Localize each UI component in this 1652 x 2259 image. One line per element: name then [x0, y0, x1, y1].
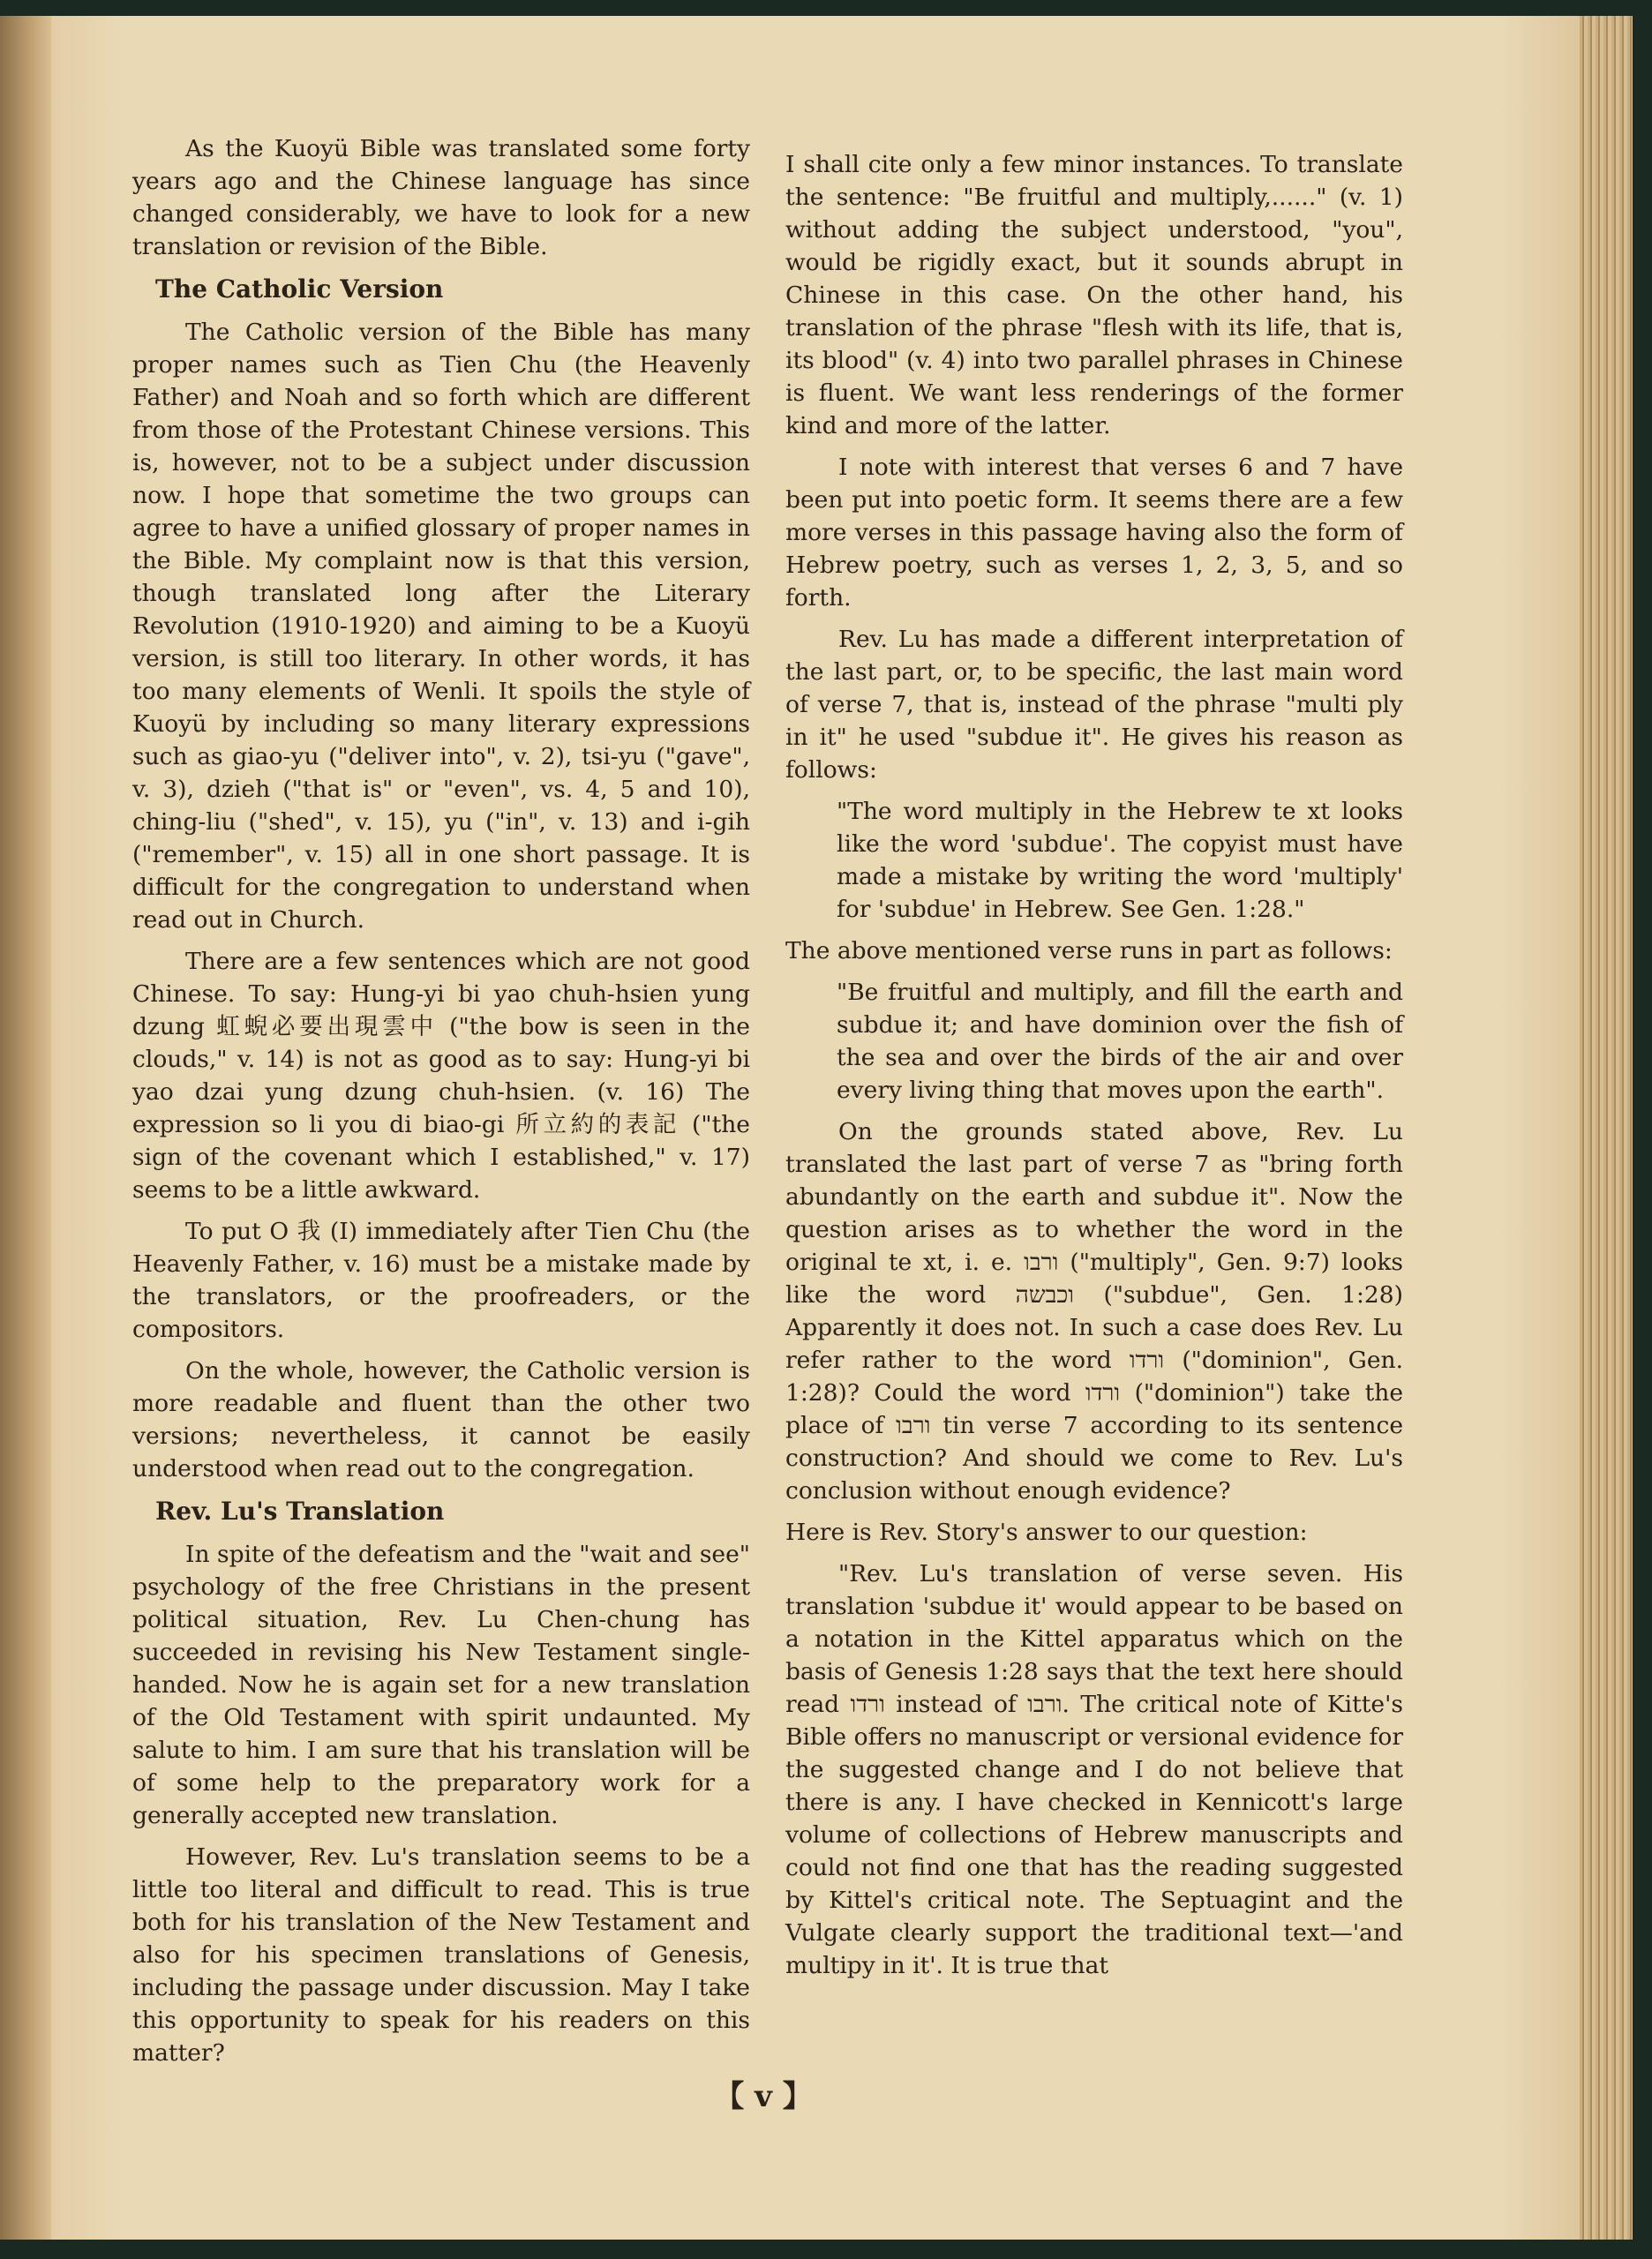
catholic-paragraph-3: To put O 我 (I) immediately after Tien Chu (the Heavenly Father, v. 16) must be a mistake made by the translators, or the proofreaders, or the compositors.	[132, 1218, 750, 1343]
intro-paragraph: As the Kuoyü Bible was translated some forty years ago and the Chinese language has since changed considerably, we have to look for a new translation or revision of the Bible.	[132, 135, 750, 260]
heading-lu-translation: Rev. Lu's Translation	[155, 1497, 445, 1526]
right-paragraph-2: I note with interest that verses 6 and 7 have been put into poetic form. It seems there are a few more verses in this passage having also the form of Hebrew poetry, such as verses 1, 2, 3, 5, and so forth.	[785, 454, 1403, 612]
lu-paragraph-2: However, Rev. Lu's translation seems to be a little too literal and difficult to read. This is true both for his translation of the New Testament and also for his specimen translations of Genesis, including the passage under discussion. May I take this opportunity to speak for his readers on this matter?	[132, 1843, 750, 2067]
catholic-paragraph-2: There are a few sentences which are not good Chinese. To say: Hung-yi bi yao chuh-hsien yung dzung 虹蜺必要出現雲中 ("the bow is seen in the clouds," v. 14) is not as good as to say: Hung-yi bi yao dzai yung dzung chuh-hsien. (v. 16) The expression so li you di biao-gi 所立約的表記 ("the sign of the covenant which I established," v. 17) seems to be a little awkward.	[132, 948, 750, 1204]
page-number: 【 v 】	[714, 2079, 813, 2114]
catholic-paragraph-1: The Catholic version of the Bible has many proper names such as Tien Chu (the Heavenly Father) and Noah and so forth which are different from those of the Protestant Chinese versions. This is, however, not to be a subject under discussion now. I hope that sometime the two groups can agree to have a unified glossary of proper names in the Bible. My complaint now is that this version, though translated long after the Literary Revolution (1910-1920) and aiming to be a Kuoyü version, is still too literary. In other words, it has too many elements of Wenli. It spoils the style of Kuoyü by including so many literary expressions such as giao-yu ("deliver into", v. 2), tsi-yu ("gave", v. 3), dzieh ("that is" or "even", vs. 4, 5 and 10), ching-liu ("shed", v. 15), yu ("in", v. 13) and i-gih ("remember", v. 15) all in one short passage. It is difficult for the congregation to understand when read out in Church.	[132, 319, 750, 934]
lu-paragraph-1: In spite of the defeatism and the "wait and see" psychology of the free Christians in the present political situation, Rev. Lu Chen-chung has succeeded in revising his New Testament single-handed. Now he is again set for a new translation of the Old Testament with spirit undaunted. My salute to him. I am sure that his translation will be of some help to the preparatory work for a generally accepted new translation.	[132, 1541, 750, 1829]
left-column	[132, 132, 750, 2078]
block-quote-1	[837, 795, 1403, 926]
right-column	[785, 148, 1403, 1991]
catholic-paragraph-4: On the whole, however, the Catholic version is more readable and fluent than the other two versions; nevertheless, it cannot be easily understood when read out to the congregation.	[132, 1357, 750, 1482]
quote-2-text: "Be fruitful and multiply, and fill the earth and subdue it; and have dominion over the fish of the sea and over the birds of the air and over every living thing that moves upon the earth".	[837, 979, 1403, 1104]
right-paragraph-6: Here is Rev. Story's answer to our question:	[785, 1519, 1308, 1546]
quote-1-text: "The word multiply in the Hebrew te xt looks like the word 'subdue'. The copyist must have made a mistake by writing the word 'multiply' for 'subdue' in Hebrew. See Gen. 1:28."	[837, 798, 1403, 923]
page-left-edge	[0, 16, 51, 2240]
right-paragraph-1: I shall cite only a few minor instances. To translate the sentence: "Be fruitful and multiply,......" (v. 1) without adding the subject understood, "you", would be rigidly exact, but it sounds abrupt in Chinese in this case. On the other hand, his translation of the phrase "flesh with its life, that is, its blood" (v. 4) into two parallel phrases in Chinese is fluent. We want less renderings of the former kind and more of the latter.	[785, 151, 1403, 439]
heading-catholic-version: The Catholic Version	[155, 274, 444, 304]
right-paragraph-5: On the grounds stated above, Rev. Lu translated the last part of verse 7 as "bring forth abundantly on the earth and subdue it". Now the question arises as to whether the word in the original te xt, i. e. ורבו ("multiply", Gen. 9:7) looks like the word וכבשה ("subdue", Gen. 1:28) Apparently it does not. In such a case does Rev. Lu refer rather to the word ורדו ("dominion", Gen. 1:28)? Could the word ורדו ("dominion") take the place of ורבו tin verse 7 according to its sentence construction? And should we come to Rev. Lu's conclusion without enough evidence?	[785, 1118, 1404, 1505]
right-paragraph-3: Rev. Lu has made a different interpretation of the last part, or, to be specific, the last main word of verse 7, that is, instead of the phrase "multi ply in it" he used "subdue it". He gives his reason as follows:	[785, 626, 1403, 784]
right-paragraph-7: "Rev. Lu's translation of verse seven. His translation 'subdue it' would appear to be based on a notation in the Kittel apparatus which on the basis of Genesis 1:28 says that the text here should read ורדו instead of ורבו. The critical note of Kitte's Bible offers no manuscript or versional evidence for the suggested change and I do not believe that there is any. I have checked in Kennicott's large volume of collections of Hebrew manuscripts and could not find one that has the reading suggested by Kittel's critical note. The Septuagint and the Vulgate clearly support the traditional text—'and multipy in it'. It is true that	[785, 1560, 1403, 1979]
block-quote-2	[837, 976, 1403, 1107]
page-stack-edge	[1580, 16, 1633, 2240]
right-paragraph-4: The above mentioned verse runs in part as follows:	[785, 937, 1393, 964]
